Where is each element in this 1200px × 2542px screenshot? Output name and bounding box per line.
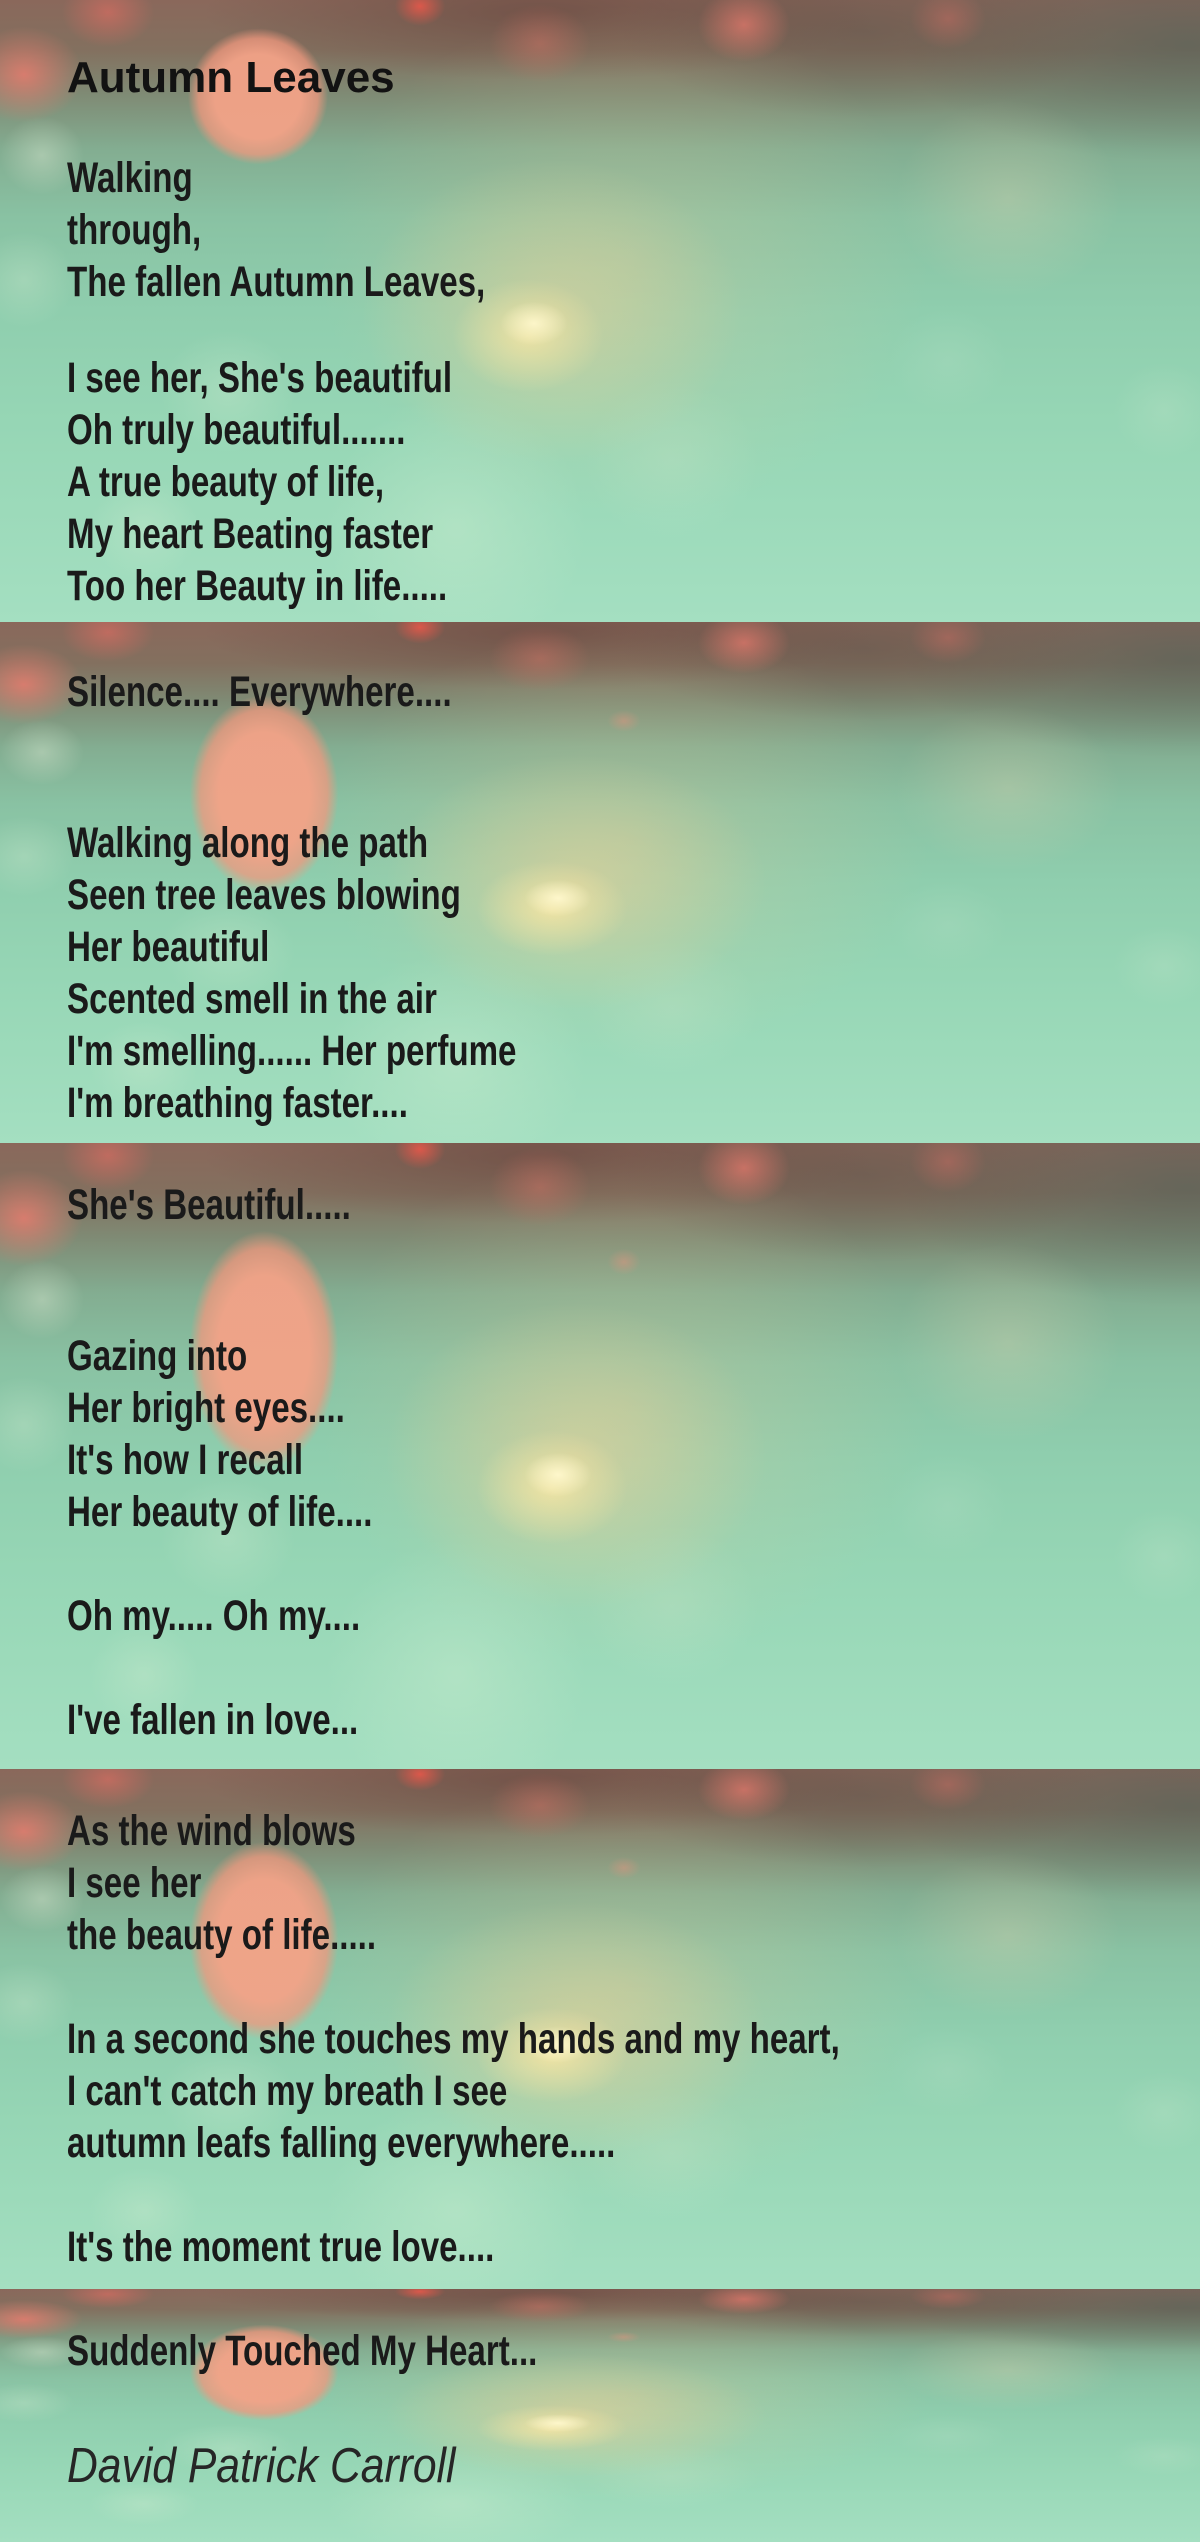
section-content bbox=[67, 1769, 1200, 2273]
poem-line: Walking along the path bbox=[67, 819, 429, 867]
poem-stanza bbox=[67, 152, 1200, 308]
poem-line: I see her, She's beautiful bbox=[67, 354, 453, 402]
poem-section bbox=[0, 0, 1200, 622]
poem-line: Her beauty of life.... bbox=[67, 1488, 373, 1536]
poem-stanza bbox=[67, 352, 1200, 612]
poem-line: I'm smelling...... Her perfume bbox=[67, 1027, 517, 1075]
poem-line: through, bbox=[67, 206, 202, 254]
poem-stanza bbox=[67, 2013, 1200, 2169]
section-content bbox=[67, 0, 1200, 612]
poem-stanza bbox=[67, 1694, 1200, 1746]
poem-stanza bbox=[67, 2221, 1200, 2273]
poem-line: the beauty of life..... bbox=[67, 1911, 377, 1959]
poem-line: Silence.... Everywhere.... bbox=[67, 668, 452, 716]
poem-stanza bbox=[67, 1330, 1200, 1538]
poem-stanza bbox=[67, 1805, 1200, 1961]
stanza-container bbox=[67, 666, 1200, 1129]
poem-line: Oh my..... Oh my.... bbox=[67, 1592, 361, 1640]
poem-stanza bbox=[67, 1590, 1200, 1642]
poem-line: My heart Beating faster bbox=[67, 510, 434, 558]
poem-section bbox=[0, 2289, 1200, 2542]
poem-stanza bbox=[67, 1179, 1200, 1231]
poem-line: It's the moment true love.... bbox=[67, 2223, 495, 2271]
stanza-container bbox=[67, 152, 1200, 612]
stanza-container bbox=[67, 1805, 1200, 2273]
poem-line: Too her Beauty in life..... bbox=[67, 562, 448, 610]
poem-stanza bbox=[67, 2325, 1200, 2377]
poem-section bbox=[0, 1143, 1200, 1769]
section-content bbox=[67, 2289, 1200, 2495]
poem-author: David Patrick Carroll bbox=[67, 2439, 456, 2493]
poem-line: I'm breathing faster.... bbox=[67, 1079, 408, 1127]
poem-line: As the wind blows bbox=[67, 1807, 356, 1855]
poem-line: Seen tree leaves blowing bbox=[67, 871, 461, 919]
section-content bbox=[67, 622, 1200, 1129]
poem-section bbox=[0, 622, 1200, 1143]
stanza-container bbox=[67, 1179, 1200, 1746]
poem-stanza bbox=[67, 817, 1200, 1129]
poem-line: I've fallen in love... bbox=[67, 1696, 359, 1744]
poem-line: Oh truly beautiful....... bbox=[67, 406, 406, 454]
stanza-container bbox=[67, 2325, 1200, 2377]
poem-line: She's Beautiful..... bbox=[67, 1181, 351, 1229]
poem-line: Gazing into bbox=[67, 1332, 248, 1380]
poem-line: autumn leafs falling everywhere..... bbox=[67, 2119, 616, 2167]
poem-line: In a second she touches my hands and my heart, bbox=[67, 2015, 840, 2063]
poem-title: Autumn Leaves bbox=[67, 53, 395, 102]
poem-stanza bbox=[67, 666, 1200, 718]
section-content bbox=[67, 1143, 1200, 1746]
poem-section bbox=[0, 1769, 1200, 2289]
poem-line: Scented smell in the air bbox=[67, 975, 437, 1023]
poem-line: I can't catch my breath I see bbox=[67, 2067, 508, 2115]
poem-line: I see her bbox=[67, 1859, 202, 1907]
poem-line: It's how I recall bbox=[67, 1436, 304, 1484]
poem-line: Her bright eyes.... bbox=[67, 1384, 345, 1432]
poem-line: The fallen Autumn Leaves, bbox=[67, 258, 486, 306]
poem-line: Suddenly Touched My Heart... bbox=[67, 2327, 538, 2375]
poem-line: Her beautiful bbox=[67, 923, 270, 971]
poem-line: A true beauty of life, bbox=[67, 458, 385, 506]
poem-line: Walking bbox=[67, 154, 193, 202]
